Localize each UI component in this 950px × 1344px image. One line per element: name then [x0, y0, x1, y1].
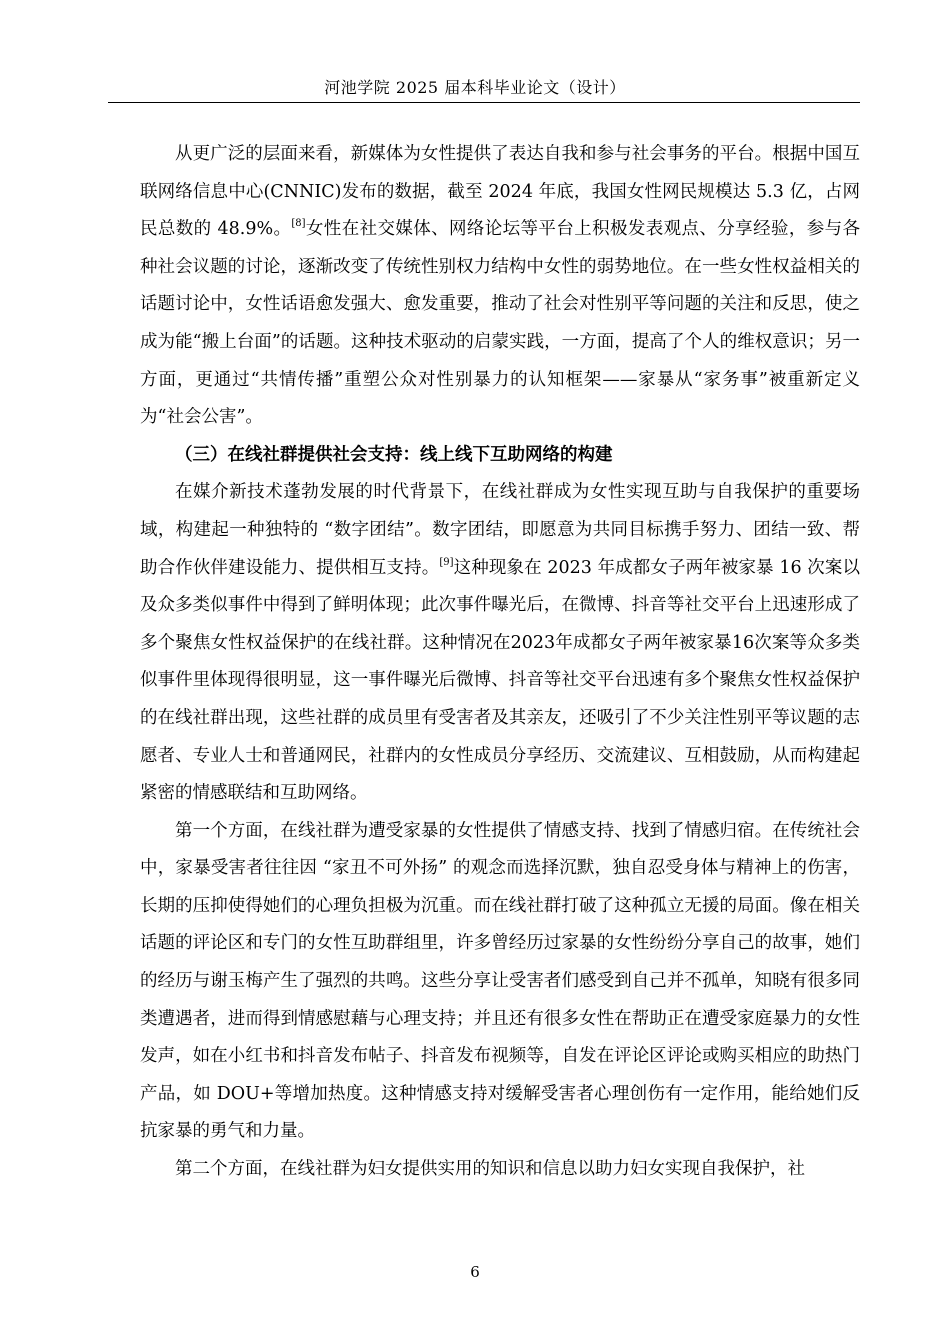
citation-mark: [8] [291, 218, 306, 230]
body-paragraph [140, 136, 860, 437]
header-divider [108, 102, 860, 103]
section-heading: （三）在线社群提供社会支持：线上线下互助网络的构建 [175, 444, 613, 465]
page-body [140, 136, 860, 1189]
paragraph-text: 从更广泛的层面来看，新媒体为女性提供了表达自我和参与社会事务的平台。根据中国互联网络信息中心(CNNIC)发布的数据，截至 2024 年底，我国女性网民规模达 5.3 亿，占网民总数的 48.9%。 [140, 144, 860, 240]
body-paragraph [140, 474, 860, 812]
citation-mark: [9] [439, 556, 454, 568]
body-paragraph: 第二个方面，在线社群为妇女提供实用的知识和信息以助力妇女实现自我保护，社 [175, 1159, 805, 1180]
body-paragraph: 第一个方面，在线社群为遭受家暴的女性提供了情感支持、找到了情感归宿。在传统社会中，家暴受害者往往因 “家丑不可外扬” 的观念而选择沉默，独自忍受身体与精神上的伤害，长期的压抑使得她们的心理负担极为沉重。而在线社群打破了这种孤立无援的局面。像在相关话题的评论区和专门的女性互助群组里，许多曾经历过家暴的女性纷纷分享自己的故事，她们的经历与谢玉梅产生了强烈的共鸣。这些分享让受害者们感受到自己并不孤单，知晓有很多同类遭遇者，进而得到情感慰藉与心理支持；并且还有很多女性在帮助正在遭受家庭暴力的女性发声，如在小红书和抖音发布帖子、抖音发布视频等，自发在评论区评论或购买相应的助热门产品，如 DOU+等增加热度。这种情感支持对缓解受害者心理创伤有一定作用，能给她们反抗家暴的勇气和力量。 [140, 820, 860, 1142]
paragraph-text: 在媒介新技术蓬勃发展的时代背景下，在线社群成为女性实现互助与自我保护的重要场域，构建起一种独特的 “数字团结”。数字团结，即愿意为共同目标携手努力、团结一致、帮助合作伙伴建设能力、提供相互支持。 [140, 482, 860, 578]
page-number: 6 [470, 1263, 480, 1281]
running-header: 河池学院 2025 届本科毕业论文（设计） [324, 78, 626, 97]
paragraph-text: 女性在社交媒体、网络论坛等平台上积极发表观点、分享经验，参与各种社会议题的讨论，逐渐改变了传统性别权力结构中女性的弱势地位。在一些女性权益相关的话题讨论中，女性话语愈发强大、愈发重要，推动了社会对性别平等问题的关注和反思，使之成为能“搬上台面”的话题。这种技术驱动的启蒙实践，一方面，提高了个人的维权意识；另一方面，更通过“共情传播”重塑公众对性别暴力的认知框架——家暴从“家务事”被重新定义为“社会公害”。 [140, 219, 860, 428]
paragraph-text: 这种现象在 2023 年成都女子两年被家暴 16 次案以及众多类似事件中得到了鲜明体现；此次事件曝光后，在微博、抖音等社交平台上迅速形成了多个聚焦女性权益保护的在线社群。这种情况在2023年成都女子两年被家暴16次案等众多类似事件里体现得很明显，这一事件曝光后微博、抖音等社交平台迅速有多个聚焦女性权益保护的在线社群出现，这些社群的成员里有受害者及其亲友，还吸引了不少关注性别平等议题的志愿者、专业人士和普通网民，社群内的女性成员分享经历、交流建议、互相鼓励，从而构建起紧密的情感联结和互助网络。 [140, 557, 860, 804]
